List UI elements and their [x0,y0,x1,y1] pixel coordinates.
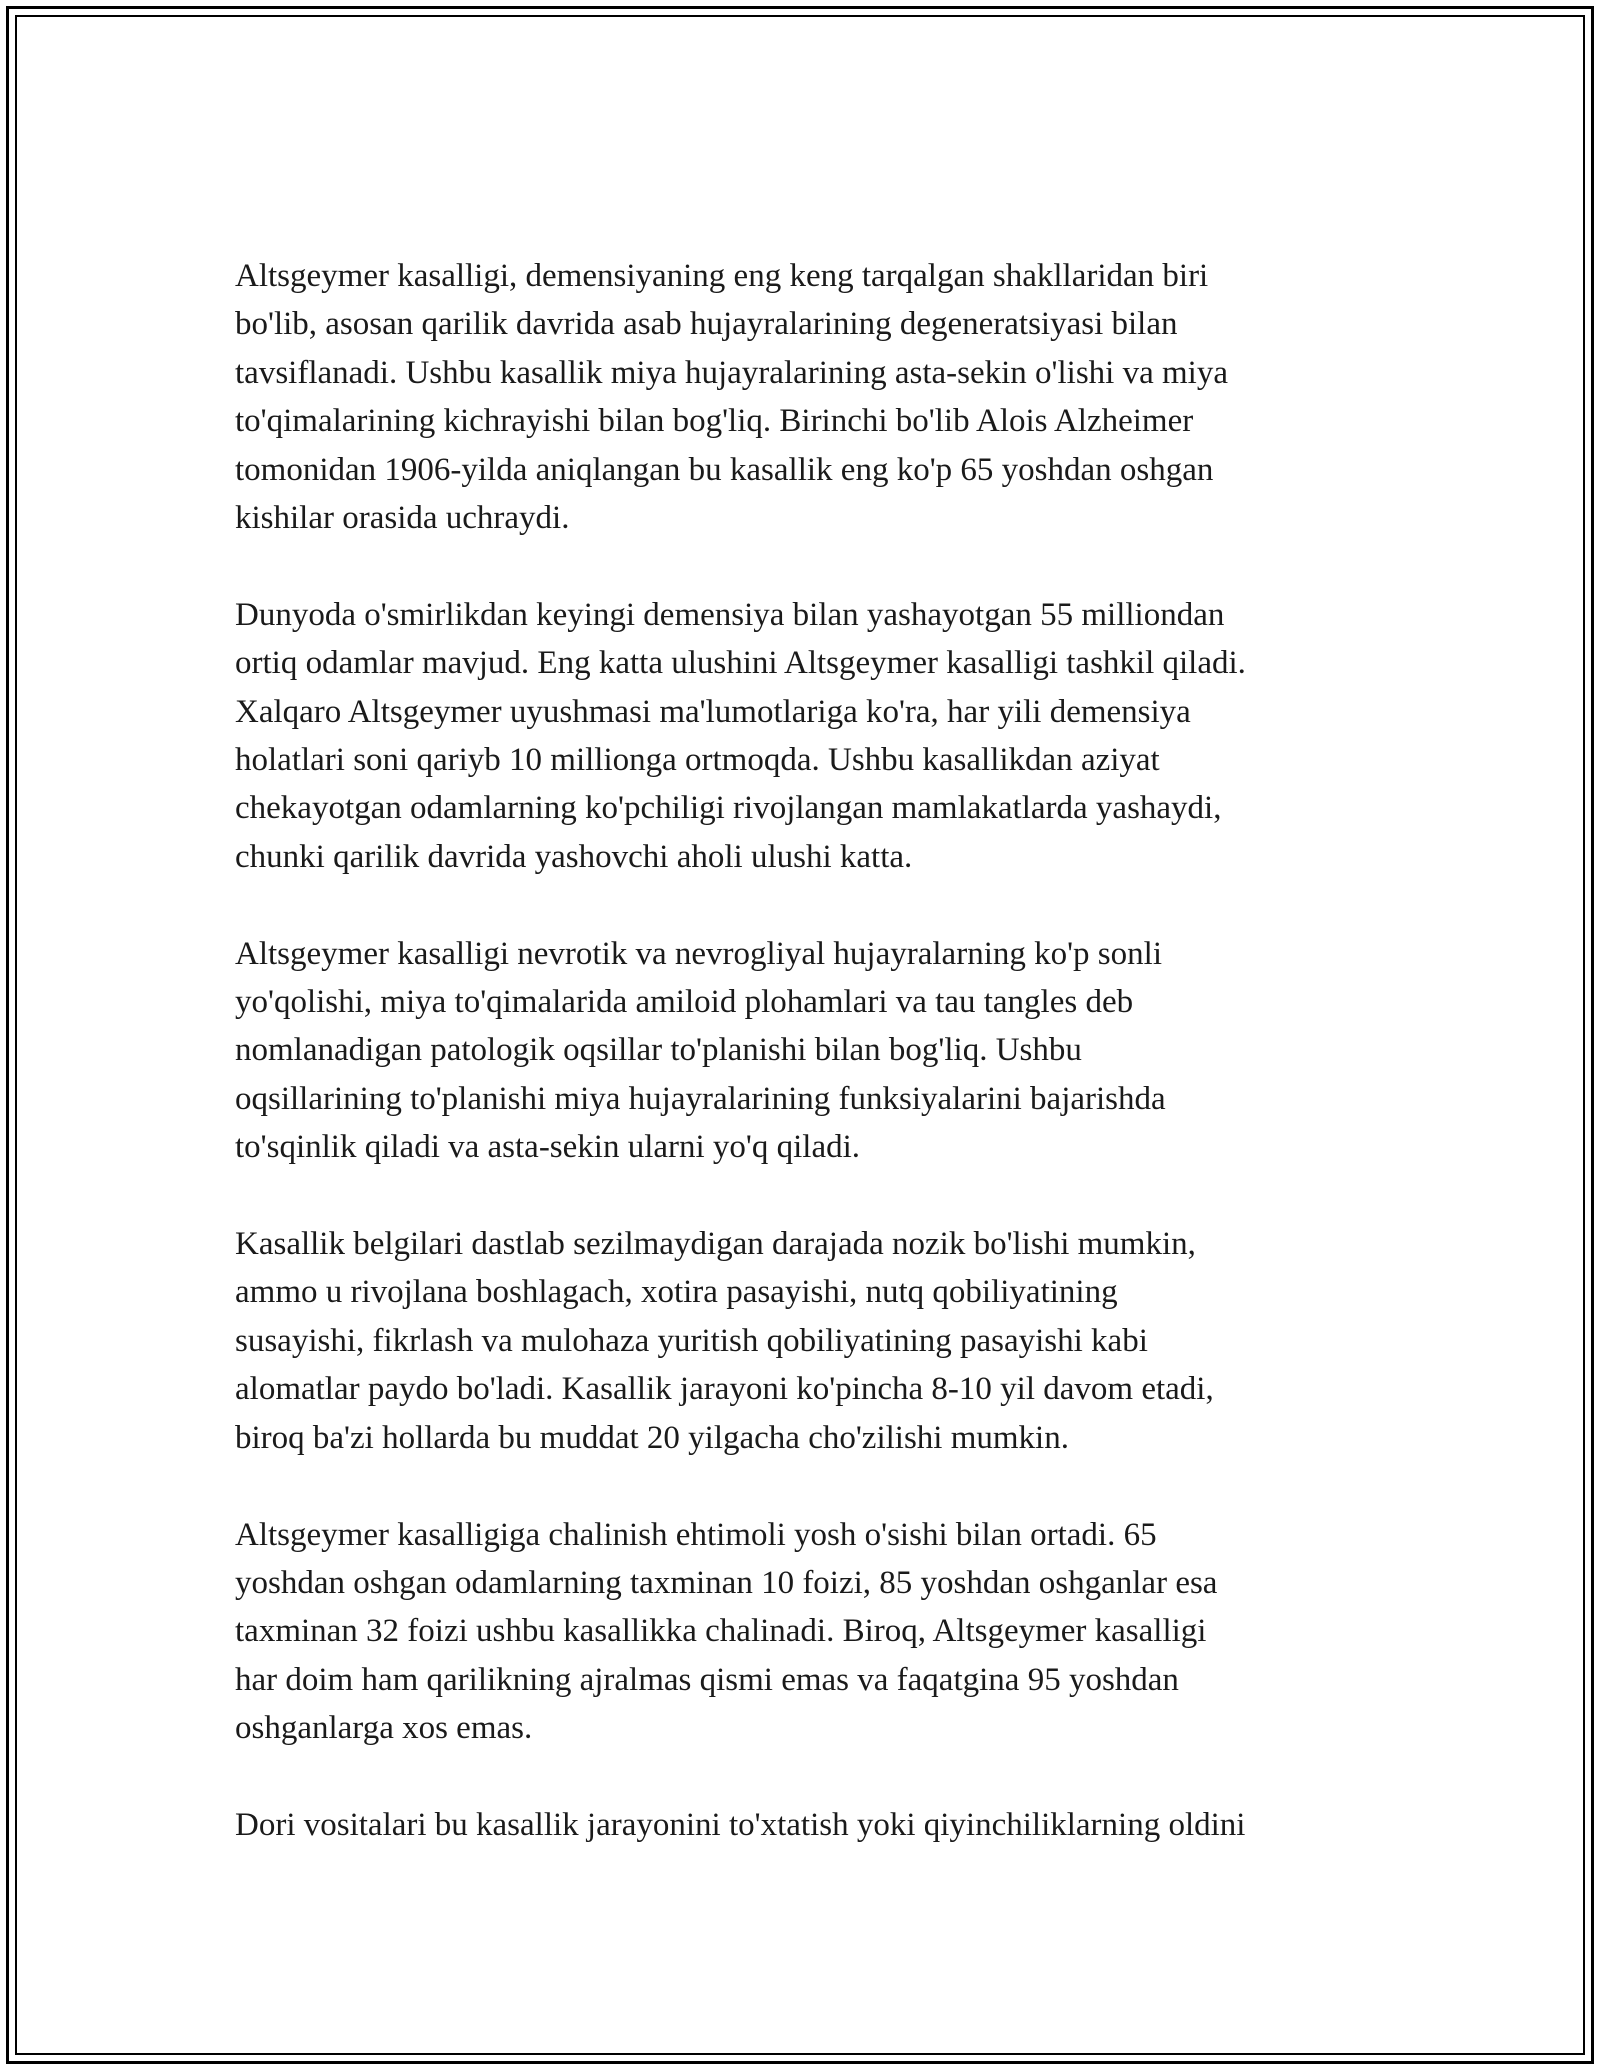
paragraph [235,1220,1375,1462]
text-line: har doim ham qarilikning ajralmas qismi emas va faqatgina 95 yoshdan [235,1661,1179,1698]
text-line: Altsgeymer kasalligiga chalinish ehtimoli yosh o'sishi bilan ortadi. 65 [235,1516,1157,1553]
text-line: to'qimalarining kichrayishi bilan bog'liq. Birinchi bo'lib Alois Alzheimer [235,403,1194,440]
text-line: Dori vositalari bu kasallik jarayonini to'xtatish yoki qiyinchiliklarning oldini [235,1806,1246,1843]
text-line: holatlari soni qariyb 10 millionga ortmoqda. Ushbu kasallikdan aziyat [235,742,1160,779]
paragraph [235,1511,1375,1753]
text-line: oshganlarga xos emas. [235,1710,533,1747]
text-line: Dunyoda o'smirlikdan keyingi demensiya bilan yashayotgan 55 milliondan [235,596,1225,633]
text-line: kishilar orasida uchraydi. [235,500,570,537]
paragraph [235,591,1375,881]
text-line: ammo u rivojlana boshlagach, xotira pasayishi, nutq qobiliyatining [235,1274,1118,1311]
text-line: yoshdan oshgan odamlarning taxminan 10 foizi, 85 yoshdan oshganlar esa [235,1564,1218,1601]
text-line: oqsillarining to'planishi miya hujayralarining funksiyalarini bajarishda [235,1080,1166,1117]
text-line: chekayotgan odamlarning ko'pchiligi rivojlangan mamlakatlarda yashaydi, [235,790,1222,827]
paragraph [235,252,1375,542]
text-line: bo'lib, asosan qarilik davrida asab hujayralarining degeneratsiyasi bilan [235,306,1178,343]
paragraph [235,930,1375,1172]
paragraph [235,1801,1375,1849]
text-line: ortiq odamlar mavjud. Eng katta ulushini Altsgeymer kasalligi tashkil qiladi. [235,645,1246,682]
text-line: to'sqinlik qiladi va asta-sekin ularni yo'q qiladi. [235,1129,861,1166]
text-line: Altsgeymer kasalligi, demensiyaning eng keng tarqalgan shakllaridan biri [235,258,1209,294]
text-line: nomlanadigan patologik oqsillar to'planishi bilan bog'liq. Ushbu [235,1032,1082,1069]
text-line: Kasallik belgilari dastlab sezilmaydigan darajada nozik bo'lishi mumkin, [235,1226,1196,1263]
document-body [235,252,1375,1898]
text-line: yo'qolishi, miya to'qimalarida amiloid plohamlari va tau tangles deb [235,984,1134,1021]
text-line: tomonidan 1906-yilda aniqlangan bu kasallik eng ko'p 65 yoshdan oshgan [235,451,1214,488]
text-line: tavsiflanadi. Ushbu kasallik miya hujayralarining asta-sekin o'lishi va miya [235,354,1228,391]
text-line: taxminan 32 foizi ushbu kasallikka chalinadi. Biroq, Altsgeymer kasalligi [235,1613,1207,1650]
text-line: alomatlar paydo bo'ladi. Kasallik jarayoni ko'pincha 8-10 yil davom etadi, [235,1371,1214,1408]
text-line: Altsgeymer kasalligi nevrotik va nevrogliyal hujayralarning ko'p sonli [235,935,1162,972]
text-line: chunki qarilik davrida yashovchi aholi ulushi katta. [235,838,913,875]
text-line: Xalqaro Altsgeymer uyushmasi ma'lumotlariga ko'ra, har yili demensiya [235,693,1191,730]
text-line: biroq ba'zi hollarda bu muddat 20 yilgacha cho'zilishi mumkin. [235,1419,1069,1456]
text-line: susayishi, fikrlash va mulohaza yuritish qobiliyatining pasayishi kabi [235,1322,1148,1359]
